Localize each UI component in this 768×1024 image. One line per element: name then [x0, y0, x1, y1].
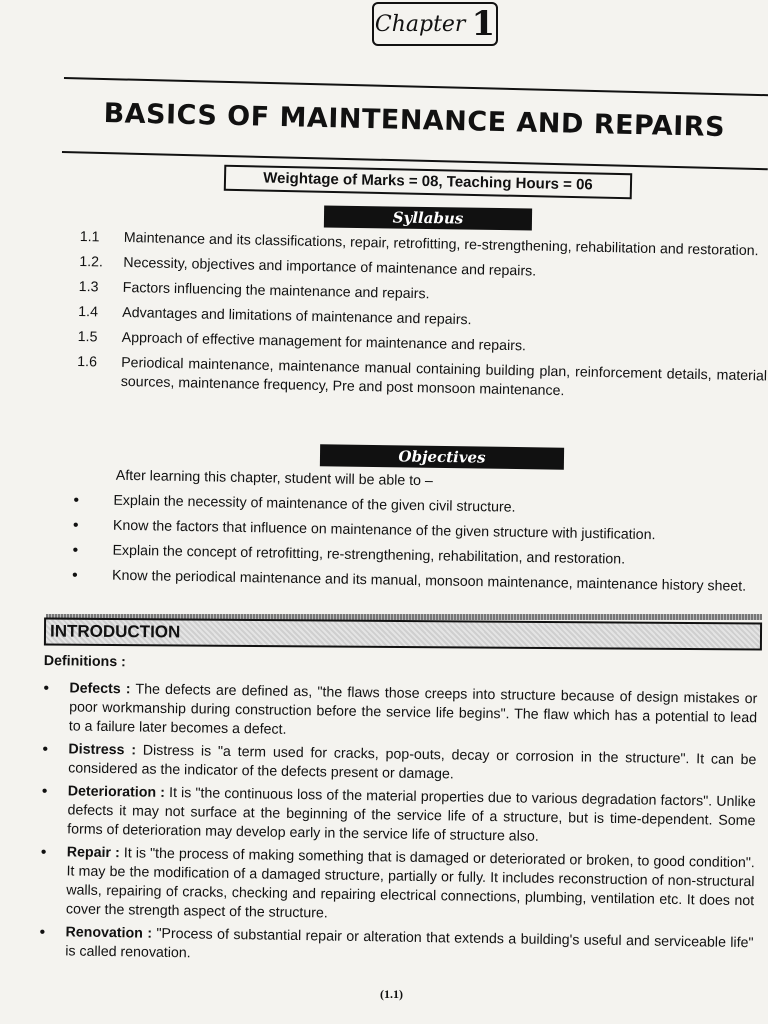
- syllabus-item-number: 1.2.: [79, 253, 104, 271]
- syllabus-heading: Syllabus: [324, 206, 532, 231]
- definition-term: Deterioration :: [67, 783, 166, 801]
- page-number: (1.1): [380, 987, 403, 1001]
- chapter-title: BASICS OF MAINTENANCE AND REPAIRS: [103, 98, 726, 144]
- bullet-icon: •: [72, 541, 79, 560]
- definition-text: It is "the continuous loss of the material properties due to various degradation factors". Unlike defects it may not surface at the beginning of the service life of a structure, but is time-dependent. Some forms of deterioration may develop early in the service life of structure also.: [67, 784, 756, 845]
- definition-term: Defects :: [69, 680, 131, 698]
- chapter-badge: [372, 2, 498, 46]
- objective-text: Know the factors that influence on maintenance of the given structure with justification.: [112, 517, 656, 544]
- title-bottom-rule: [62, 151, 768, 170]
- weightage-box: Weightage of Marks = 08, Teaching Hours = 06: [224, 165, 632, 200]
- syllabus-item-number: 1.4: [78, 303, 99, 321]
- objectives-intro: After learning this chapter, student will be able to –: [115, 467, 433, 490]
- syllabus-item-number: 1.3: [78, 278, 99, 296]
- definition-item: [41, 782, 756, 850]
- definition-text: The defects are defined as, "the flaws those creeps into structure because of design mistakes or poor workmanship during construction before the service life begins". The flaw which has a potential to lead to a failure later becomes a defect.: [68, 681, 758, 738]
- syllabus-item-number: 1.1: [79, 228, 100, 246]
- objective-text: Explain the concept of retrofitting, re-strengthening, rehabilitation, and restoration.: [112, 542, 626, 568]
- bullet-icon: •: [72, 516, 79, 535]
- definition-body: [68, 740, 757, 789]
- definition-body: [66, 843, 755, 930]
- bullet-icon: •: [71, 566, 78, 585]
- objective-text: Explain the necessity of maintenance of the given civil structure.: [113, 492, 516, 516]
- bullet-icon: •: [42, 740, 49, 759]
- syllabus-item: [77, 353, 768, 405]
- bullet-icon: •: [39, 923, 46, 942]
- syllabus-item-text: Periodical maintenance, maintenance manual containing building plan, reinforcement details, material sources, maintenance frequency, Pre and post monsoon maintenance.: [120, 354, 768, 400]
- syllabus-list: [76, 228, 768, 411]
- syllabus-item-text: Advantages and limitations of maintenance and repairs.: [122, 304, 472, 329]
- syllabus-item-text: Necessity, objectives and importance of maintenance and repairs.: [123, 254, 537, 280]
- chapter-number: 1: [471, 4, 496, 44]
- definition-text: "Process of substantial repair or alteration that extends a building's useful and serviceable life" is called renovation.: [65, 925, 754, 962]
- title-top-rule: [64, 77, 768, 96]
- bullet-icon: •: [73, 491, 80, 510]
- definition-item: [43, 679, 758, 747]
- chapter-label: Chapter: [374, 11, 466, 37]
- syllabus-item-text: Maintenance and its classifications, repair, retrofitting, re-strengthening, rehabilitation and restoration.: [123, 229, 759, 260]
- definition-body: [65, 923, 754, 972]
- syllabus-item-text: Approach of effective management for maintenance and repairs.: [121, 329, 527, 355]
- objectives-list: [72, 466, 764, 603]
- definition-text: It is "the process of making something that is damaged or deteriorated or broken, to good condition". It may be the modification of a damaged structure, partially or fully. It includes reconstruction of non-structural walls, repairing of cracks, checking and repairing electrical connections, plumbing, ventilation etc. It does not cover the strength aspect of the structure.: [65, 845, 755, 922]
- definition-body: [67, 782, 756, 850]
- definition-term: Distress :: [68, 741, 137, 759]
- syllabus-item-text: Factors influencing the maintenance and repairs.: [122, 279, 430, 303]
- definition-text: Distress is "a term used for cracks, pop-outs, decay or corrosion in the structure". It can be considered as the indicator of the defects present or damage.: [68, 742, 757, 783]
- definition-item: [42, 740, 757, 789]
- definitions-section: [39, 652, 758, 976]
- bullet-icon: •: [41, 782, 48, 801]
- definition-item: [40, 843, 755, 930]
- objectives-heading: Objectives: [320, 444, 564, 469]
- bullet-icon: •: [43, 679, 50, 698]
- bullet-icon: •: [40, 843, 47, 862]
- definition-item: [39, 923, 754, 972]
- objective-item: [72, 566, 762, 597]
- objective-text: Know the periodical maintenance and its manual, monsoon maintenance, maintenance history sheet.: [111, 567, 747, 595]
- definition-term: Renovation :: [65, 924, 153, 942]
- definition-term: Repair :: [66, 844, 120, 862]
- introduction-heading: INTRODUCTION: [44, 617, 762, 650]
- definitions-heading: Definitions :: [43, 652, 126, 671]
- definition-body: [69, 679, 758, 747]
- syllabus-item-number: 1.5: [77, 328, 98, 346]
- syllabus-item-number: 1.6: [77, 353, 98, 371]
